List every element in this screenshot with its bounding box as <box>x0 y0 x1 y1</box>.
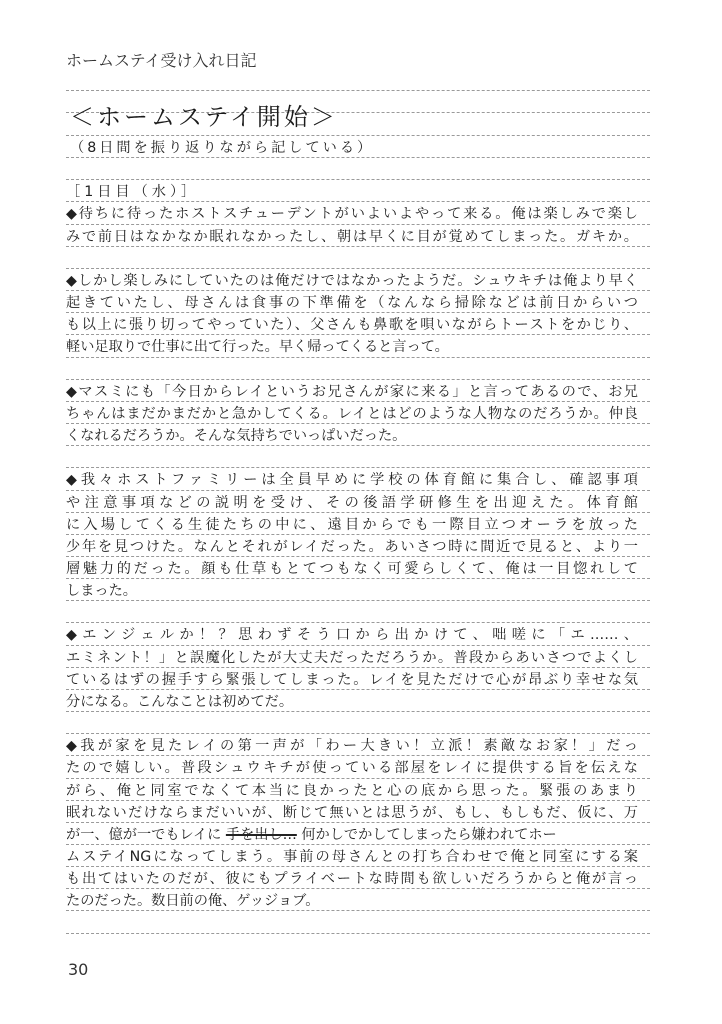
paragraph-line: 起きていたし、母さんは食事の下準備を（なんなら掃除などは前日からいつ <box>66 291 650 313</box>
subtitle: （8日間を振り返りながら記している） <box>66 136 650 158</box>
paragraph-line: しまった。 <box>66 579 650 601</box>
paragraph-line: 少年を見つけた。なんとそれがレイだった。あいさつ時に間近で見ると、より一 <box>66 535 650 557</box>
ruled-page <box>66 90 650 934</box>
paragraph-line: や注意事項などの説明を受け、その後語学研修生を出迎えた。体育館 <box>66 491 650 513</box>
paragraph-line: ムステイNGになってしまう。事前の母さんとの打ち合わせで俺と同室にする案 <box>66 845 650 867</box>
blank-line <box>66 247 650 269</box>
paragraph-line: みで前日はなかなか眠れなかったし、朝は早くに目が覚めてしまった。ガキか。 <box>66 225 650 247</box>
page-number: 30 <box>68 960 89 979</box>
paragraph-line: ◆マスミにも「今日からレイというお兄さんが家に来る」と言ってあるので、お兄 <box>66 380 650 402</box>
title-row <box>66 91 650 136</box>
paragraph-line: エミネント！」と誤魔化したが大丈夫だっただろうか。普段からあいさつでよくし <box>66 646 650 668</box>
paragraph-line: がら、俺と同室でなくて本当に良かったと心の底から思った。緊張のあまり <box>66 779 650 801</box>
struck-text: 手を出し… <box>225 826 297 843</box>
paragraph-line: 層魅力的だった。顔も仕草もとてつもなく可愛らしくて、俺は一目惚れして <box>66 557 650 579</box>
line-text: 何かしでかしてしまったら嫌われてホー <box>296 826 557 843</box>
paragraph-line: たので嬉しい。普段シュウキチが使っている部屋をレイに提供する旨を伝えな <box>66 756 650 778</box>
paragraph-line: ◆待ちに待ったホストスチューデントがいよいよやって来る。俺は楽しみで楽し <box>66 202 650 224</box>
paragraph-line: 眠れないだけならまだいいが、断じて無いとは思うが、もし、もしもだ、仮に、万 <box>66 801 650 823</box>
paragraph-line: たのだった。数日前の俺、ゲッジョブ。 <box>66 889 650 911</box>
paragraph-line: ちゃんはまだかまだかと急かしてくる。レイとはどのような人物なのだろうか。仲良 <box>66 402 650 424</box>
line-text: が一、億が一でもレイに <box>66 826 226 843</box>
blank-line <box>66 601 650 623</box>
paragraph-line-with-strikethrough <box>66 823 650 845</box>
paragraph-line: ◆しかし楽しみにしていたのは俺だけではなかったようだ。シュウキチは俺より早く <box>66 269 650 291</box>
paragraph-line: くなれるだろうか。そんな気持ちでいっぱいだった。 <box>66 424 650 446</box>
section-title: ＜ホームステイ開始＞ <box>70 103 338 131</box>
paragraph-line: 軽い足取りで仕事に出て行った。早く帰ってくると言って。 <box>66 335 650 357</box>
blank-line <box>66 712 650 734</box>
paragraph-line: ◆我々ホストファミリーは全員早めに学校の体育館に集合し、確認事項 <box>66 468 650 490</box>
blank-line <box>66 911 650 933</box>
paragraph-line: も以上に張り切ってやっていた）、父さんも鼻歌を唄いながらトーストをかじり、 <box>66 313 650 335</box>
running-header: ホームステイ受け入れ日記 <box>66 51 257 70</box>
paragraph-line: ているはずの握手すら緊張してしまった。レイを見ただけで心が昂ぶり幸せな気 <box>66 668 650 690</box>
paragraph-line: ◆我が家を見たレイの第一声が「わー大きい！立派！素敵なお家！」だっ <box>66 734 650 756</box>
paragraph-line: ◆エンジェルか！？思わずそう口から出かけて、咄嗟に「エ……、 <box>66 623 650 645</box>
paragraph-line: に入場してくる生徒たちの中に、遠目からでも一際目立つオーラを放った <box>66 513 650 535</box>
blank-line <box>66 358 650 380</box>
paragraph-line: 分になる。こんなことは初めてだ。 <box>66 690 650 712</box>
paragraph-line: も出てはいたのだが、彼にもプライベートな時間も欲しいだろうからと俺が言っ <box>66 867 650 889</box>
day-heading: ［1日目（水）］ <box>66 180 650 202</box>
blank-line <box>66 446 650 468</box>
blank-line <box>66 158 650 180</box>
